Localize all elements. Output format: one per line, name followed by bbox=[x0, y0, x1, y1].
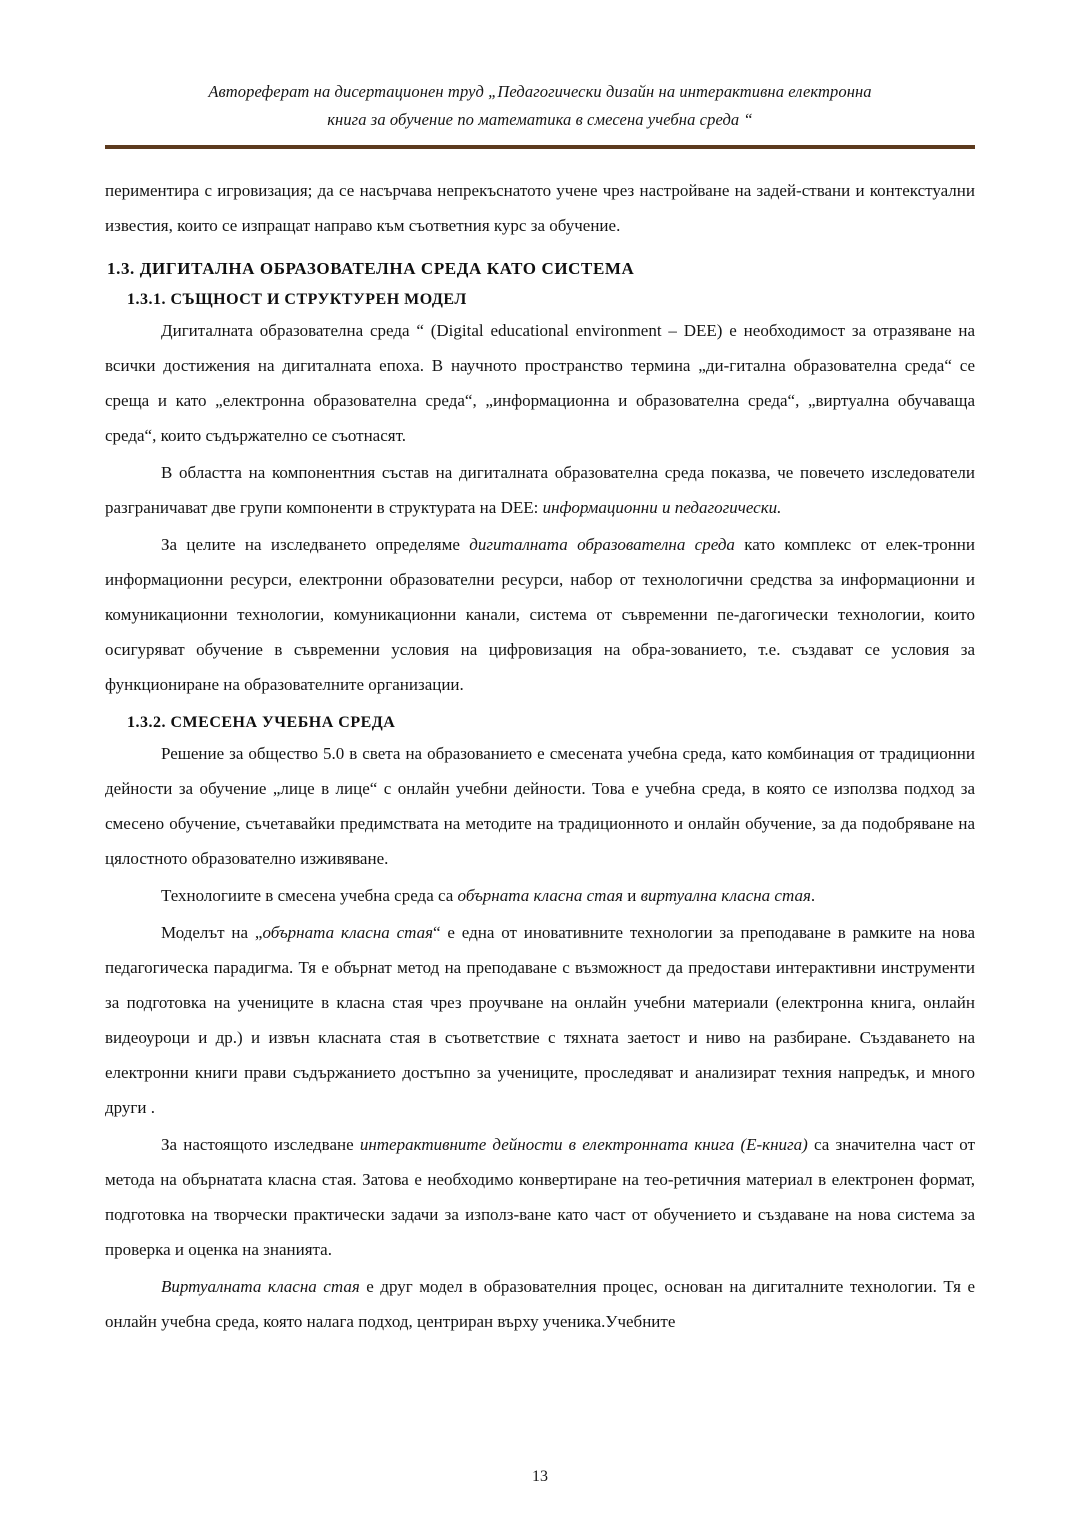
paragraph-blended-learning: Решение за общество 5.0 в света на образованието е смесената учебна среда, като комбинация от традиционни дейности за обучение „лице в лице“ с онлайн учебни дейности. Това е учебна среда, в която се използва подход за смесено обучение, съчетавайки предимствата на методите на традиционното и онлайн обучение, за да подобряване на цялостното образователно изживяване. bbox=[105, 743, 975, 868]
paragraph-technologies-emphasis-2: виртуална класна стая bbox=[640, 886, 811, 906]
paragraph-interactive-activities-rest: са значителна част от метода на обърнатата класна стая. Затова е необходимо конвертиране на тео-ретичния материал в електронен формат, подготовка на творчески практически задачи за използ-ване като част от обучението и създаване на нова система за проверка и оценка на знанията. bbox=[105, 1135, 976, 1260]
page-header bbox=[105, 78, 975, 135]
paragraph-virtual-classroom-rest: е друг модел в образователния процес, основан на дигиталните технологии. Тя е онлайн учебна среда, която налага подход, центриран върху ученика.Учебните bbox=[105, 1277, 975, 1332]
paragraph-components-text: В областта на компонентния състав на дигиталната образователна среда показва, че повечето изследователи разграничават две групи компоненти в структурата на DEE: bbox=[105, 462, 975, 517]
paragraph-technologies-lead: Технологиите в смесена учебна среда са bbox=[161, 886, 458, 906]
paragraph-research-definition-rest: като комплекс от елек-тронни информационни ресурси, електронни образователни ресурси, набор от технологични средства за информационни и комуникационни технологии, комуникационни канали, система от съвременни пе-дагогически технологии, които осигуряват обучение в съвременни условия на цифровизация на обра-зованието, т.е. създават се условия за функциониране на образователните организации. bbox=[105, 534, 975, 694]
page-footer bbox=[0, 1468, 1080, 1486]
paragraph-continued: периментира с игровизация; да се насърчава непрекъснатото учене чрез настройване на задей-ствани и контекстуални известия, които се изпращат направо към съответния курс за обучение. bbox=[105, 180, 975, 235]
heading-subsection-1-3-2: 1.3.2. СМЕСЕНА УЧЕБНА СРЕДА bbox=[127, 713, 396, 731]
paragraph-research-definition-lead: За целите на изследването определяме bbox=[161, 534, 470, 554]
heading-section-1-3: 1.3. ДИГИТАЛНА ОБРАЗОВАТЕЛНА СРЕДА КАТО СИСТЕМА bbox=[107, 258, 635, 278]
paragraph-flipped-classroom-rest: “ е една от иновативните технологии за преподаване в рамките на нова педагогическа парадигма. Тя е обърнат метод на преподаване с възможност да предостави интерактивни инструменти за подготовка на учениците в класна стая чрез проучване на онлайн учебни материали (електронна книга, онлайн видеоуроци и др.) и извън класната стая в съответствие с тяхната заетост и ниво на разбиране. Създаването на електронни книги прави съдържанието достъпно за учениците, проследяват и анализират техния напредък, и много други . bbox=[105, 923, 976, 1118]
paragraph-flipped-classroom bbox=[105, 915, 975, 1125]
paragraph-components-emphasis: информационни и педагогически. bbox=[542, 497, 782, 517]
heading-subsection-1-3-1: 1.3.1. СЪЩНОСТ И СТРУКТУРЕН МОДЕЛ bbox=[127, 290, 467, 308]
header-divider bbox=[105, 145, 975, 149]
header-line-2: книга за обучение по математика в смесена учебна среда “ bbox=[327, 110, 753, 130]
page-number: 13 bbox=[532, 1468, 548, 1485]
paragraph-interactive-activities-lead: За настоящото изследване bbox=[161, 1135, 360, 1155]
page-body bbox=[105, 173, 975, 1339]
paragraph-research-definition-emphasis: дигиталната образователна среда bbox=[469, 534, 735, 554]
paragraph-virtual-classroom bbox=[105, 1269, 975, 1339]
paragraph-dee-definition-text: Дигиталната образователна среда “ (Digital educational environment – DEE) е необходимост за отразяване на всички достижения на дигиталната епоха. В научното пространство термина „ди-гитална образователна среда“ се среща и като „електронна образователна среда“, „информационна и образователна среда“, „виртуална обучаваща среда“, които съдържателно се съотнасят. bbox=[105, 320, 975, 445]
paragraph-research-definition bbox=[105, 527, 975, 702]
paragraph-technologies-emphasis-1: обърната класна стая bbox=[457, 886, 624, 906]
paragraph-components bbox=[105, 455, 975, 525]
paragraph-dee-definition bbox=[105, 313, 975, 453]
header-line-1: Автореферат на дисертационен труд „Педагогически дизайн на интерактивна електронна bbox=[208, 82, 872, 101]
paragraph-interactive-activities bbox=[105, 1127, 975, 1267]
paragraph-flipped-classroom-emphasis: обърната класна стая bbox=[262, 923, 434, 943]
paragraph-technologies bbox=[105, 878, 975, 913]
paragraph-flipped-classroom-lead: Моделът на „ bbox=[161, 923, 263, 943]
paragraph-technologies-end: . bbox=[810, 886, 816, 906]
paragraph-interactive-activities-emphasis: интерактивните дейности в електронната книга (Е-книга) bbox=[359, 1135, 808, 1155]
paragraph-technologies-conjunction: и bbox=[623, 886, 641, 906]
paragraph-virtual-classroom-emphasis: Виртуалната класна стая bbox=[161, 1277, 360, 1297]
